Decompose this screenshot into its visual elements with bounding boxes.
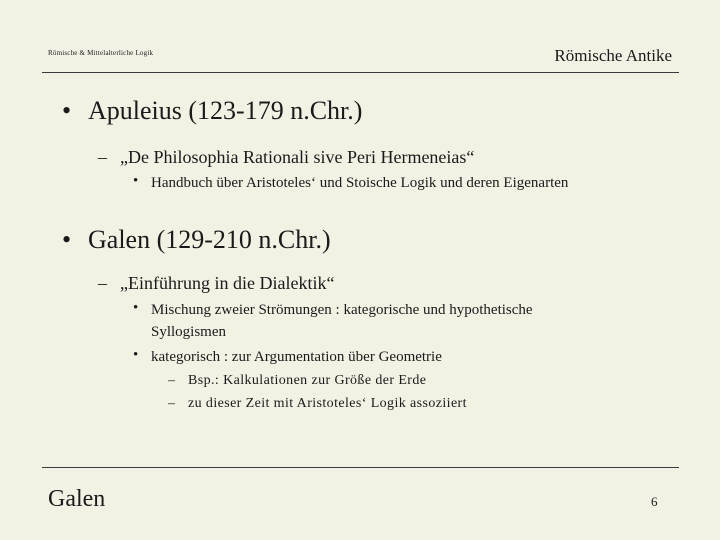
dash-icon: –: [98, 273, 107, 293]
galen-detail1-line2: Syllogismen: [151, 324, 227, 340]
footer-title: Galen: [48, 486, 106, 512]
page-number: 6: [651, 494, 658, 509]
galen-sub1: Bsp.: Kalkulationen zur Größe der Erde: [188, 373, 427, 388]
galen-detail1-line1: Mischung zweier Strömungen : kategorische und hypothetische: [151, 302, 533, 318]
section-title: Römische Antike: [554, 46, 672, 65]
galen-sub2: zu dieser Zeit mit Aristoteles‘ Logik assoziiert: [188, 396, 467, 411]
course-title: Römische & Mittelalterliche Logik: [48, 49, 154, 57]
dash-icon: –: [98, 147, 107, 167]
bullet-icon: •: [133, 347, 139, 363]
apuleius-work: „De Philosophia Rationali sive Peri Hermeneias“: [120, 147, 475, 167]
galen-detail2: kategorisch : zur Argumentation über Geometrie: [151, 349, 442, 365]
galen-work: „Einführung in die Dialektik“: [120, 273, 335, 293]
bullet-icon: •: [62, 96, 72, 125]
bullet-icon: •: [62, 225, 72, 254]
footer-divider: [42, 467, 679, 468]
bullet-icon: •: [133, 300, 139, 316]
dash-icon: –: [168, 373, 176, 388]
dash-icon: –: [168, 396, 176, 411]
bullet-icon: •: [133, 173, 139, 189]
apuleius-heading: Apuleius (123-179 n.Chr.): [88, 96, 363, 125]
header-divider: [42, 72, 679, 73]
apuleius-detail: Handbuch über Aristoteles‘ und Stoische Logik und deren Eigenarten: [151, 175, 569, 191]
galen-heading: Galen (129-210 n.Chr.): [88, 225, 331, 254]
